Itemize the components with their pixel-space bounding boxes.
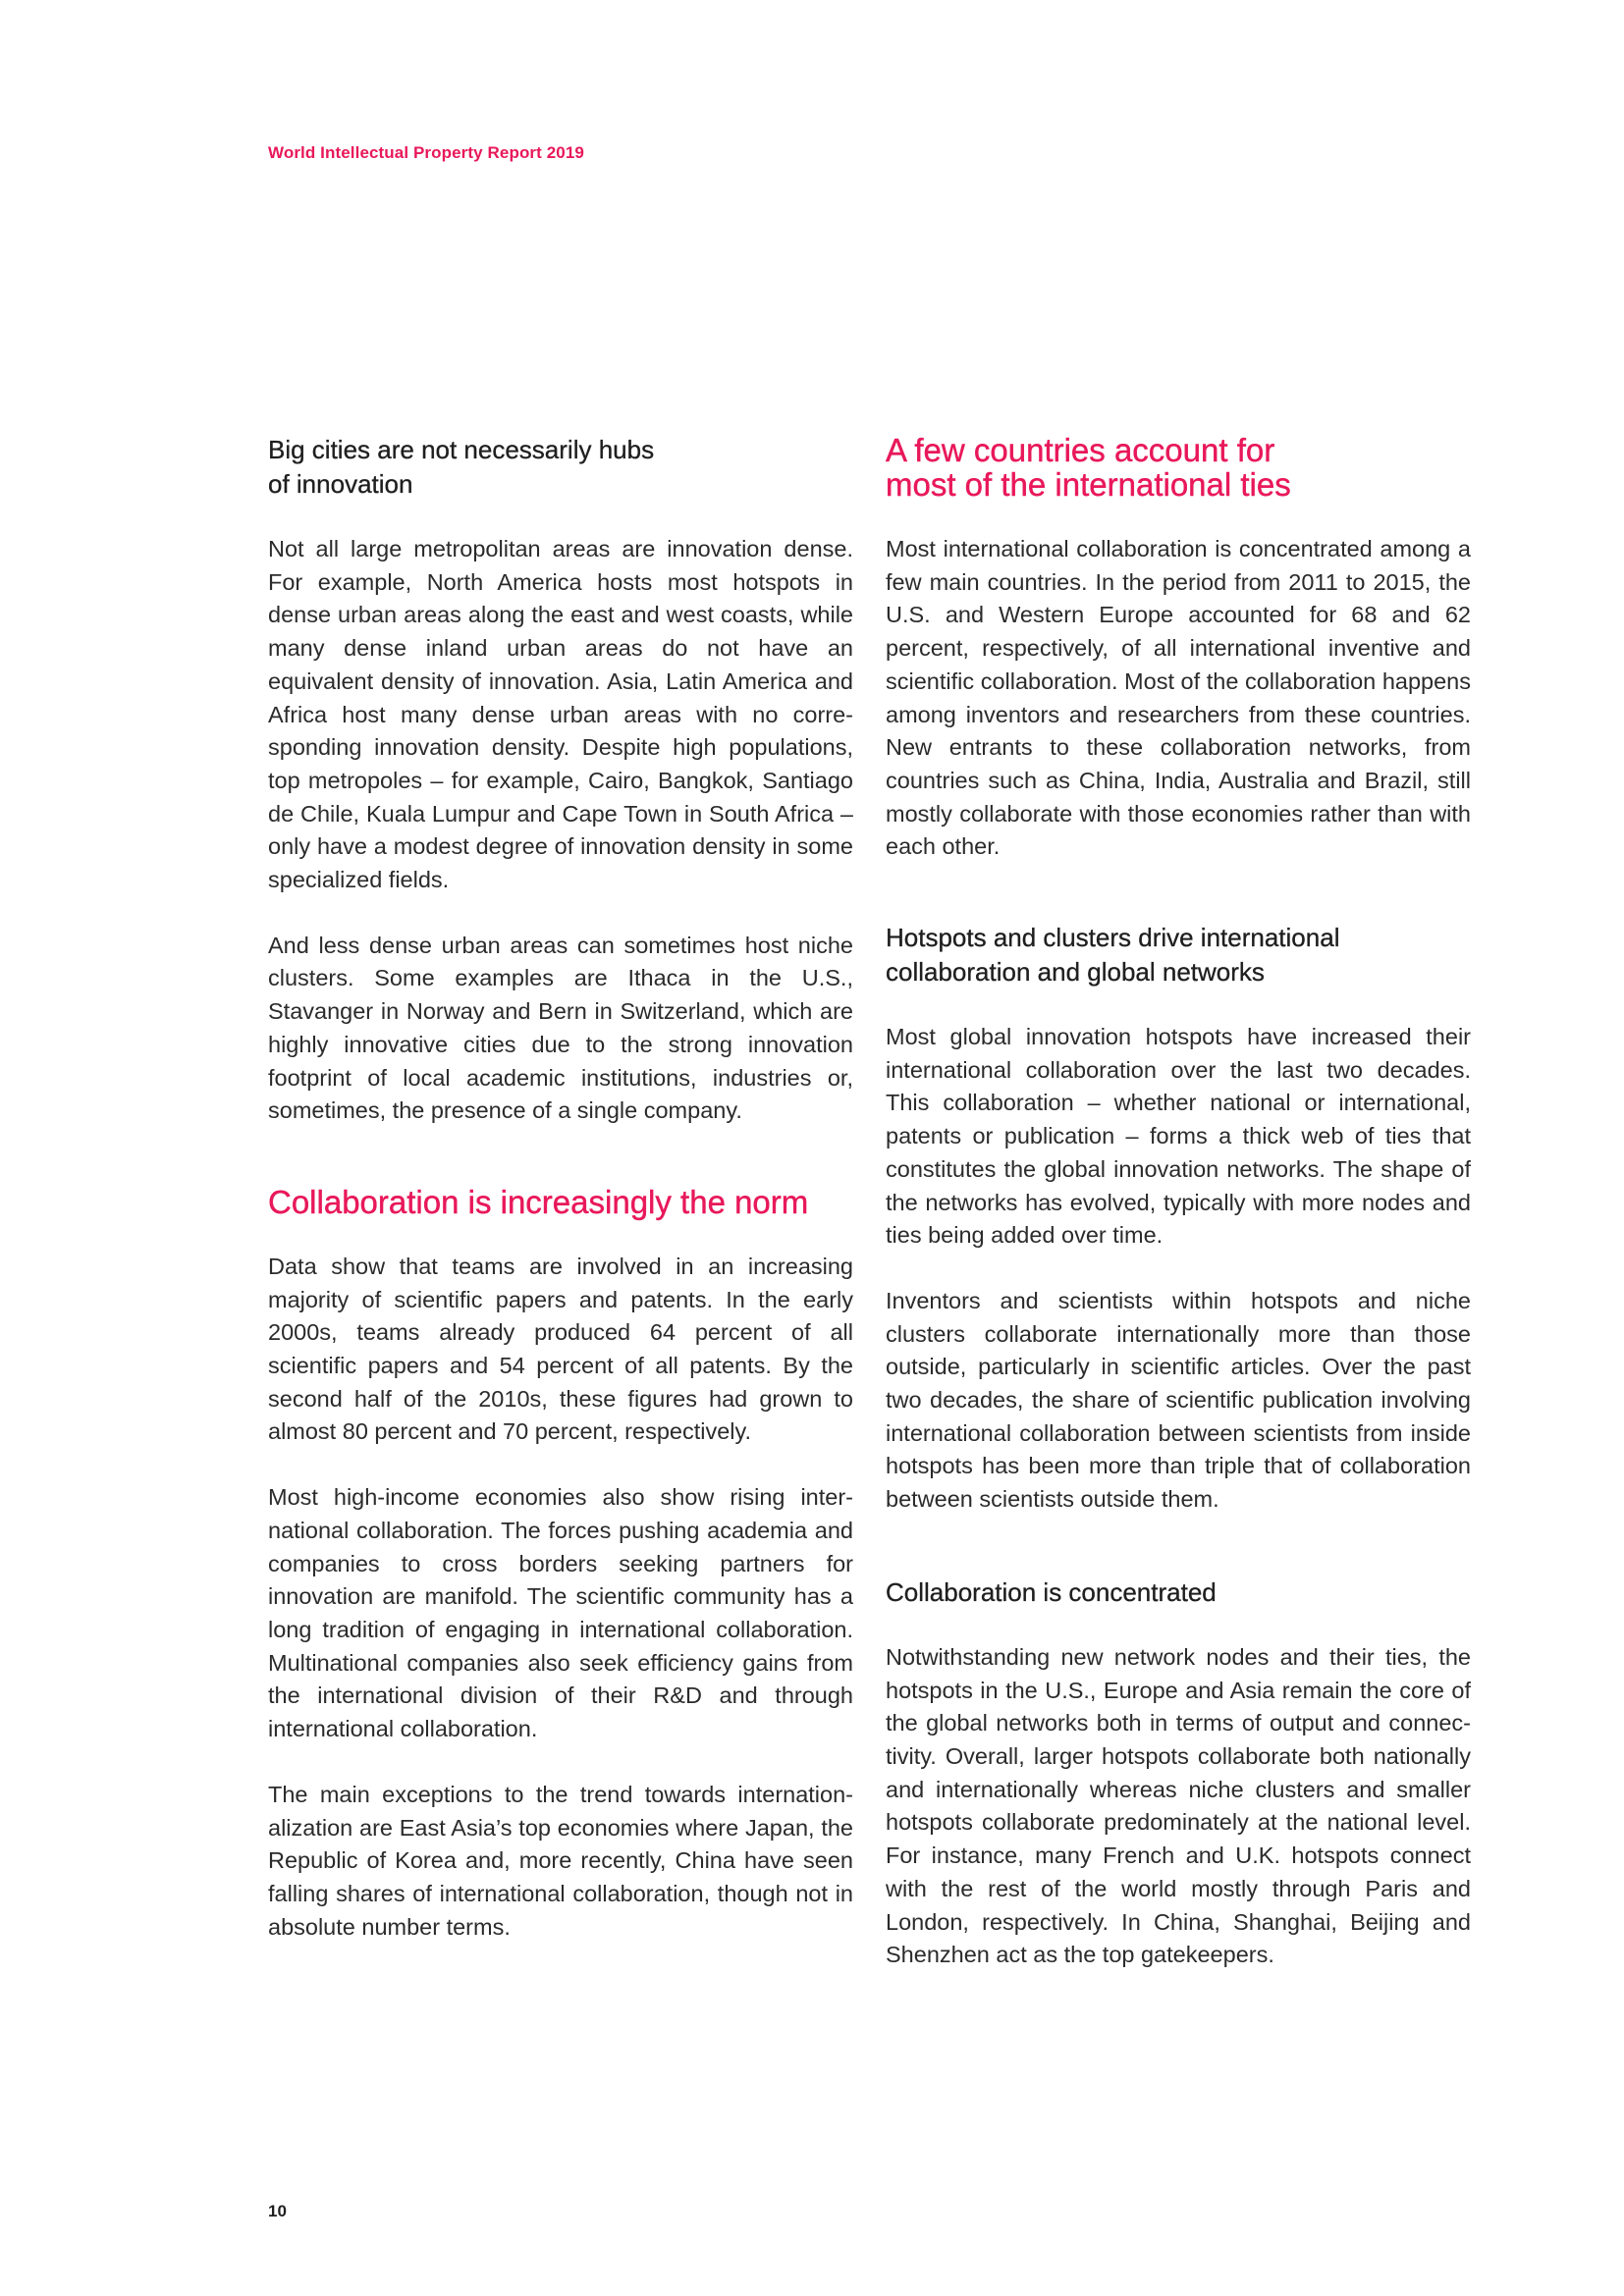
paragraph: Most global innovation hotspots have increased their international collaboration over the last two decades. This collaboration – whether national or international, patents or publication – forms a thick web of ties that constitutes the global innovation networks. The shape of the networks has evolved, typically with more nodes and ties being added over time.	[886, 1024, 1471, 1249]
paragraph: The main exceptions to the trend towards internationalization are East Asia’s top economies where Japan, the Republic of Korea and, more recently, China have seen falling shares of international collaboration, though not in absolute number terms.	[268, 1781, 853, 1940]
section-heading-hotspots-clusters: Hotspots and clusters drive international collaboration and global networks	[886, 923, 1340, 988]
section-heading-big-cities: Big cities are not necessarily hubs of innovation	[268, 435, 655, 499]
page-number: 10	[268, 2202, 287, 2220]
paragraph: Not all large metropolitan areas are innovation dense. For example, North America hosts most hotspots in dense urban areas along the east and west coasts, while many dense inland urban areas do not have an equivalent density of innovation. Asia, Latin America and Africa host many dense urban areas with no corresponding innovation density. Despite high populations, top metropoles – for example, Cairo, Bangkok, Santiago de Chile, Kuala Lumpur and Cape Town in South Africa – only have a modest degree of innovation density in some specialized fields.	[268, 536, 853, 893]
running-header: World Intellectual Property Report 2019	[268, 143, 584, 162]
section-heading-collaboration-norm: Collaboration is increasingly the norm	[268, 1183, 809, 1220]
paragraph: And less dense urban areas can sometimes host niche clusters. Some examples are Ithaca in the U.S., Stavanger in Norway and Bern in Switzerland, which are highly innovative cities due to the strong innovation footprint of local academic institutions, industries or, sometimes, the presence of a single company.	[268, 932, 853, 1124]
section-heading-few-countries: A few countries account for most of the international ties	[886, 432, 1291, 503]
paragraph: Inventors and scientists within hotspots and niche clusters collaborate internationally more than those outside, particularly in scientific articles. Over the past two decades, the share of scientific publication involving international collaboration between scientists from inside hotspots has been more than triple that of collaboration between scientists outside them.	[886, 1287, 1471, 1513]
section-heading-collaboration-concentrated: Collaboration is concentrated	[886, 1576, 1217, 1607]
paragraph: Notwithstanding new network nodes and their ties, the hotspots in the U.S., Europe and Asia remain the core of the global networks both in terms of output and connectivity. Overall, larger hotspots collaborate both nationally and internationally whereas niche clusters and smaller hotspots collaborate predominately at the national level. For instance, many French and U.K. hotspots connect with the rest of the world mostly through Paris and London, respectively. In China, Shanghai, Beijing and Shenzhen act as the top gatekeepers.	[886, 1643, 1471, 1968]
right-column	[886, 433, 1471, 2004]
paragraph: Most high-income economies also show rising international collaboration. The forces pushing academia and companies to cross borders seeking partners for innovation are manifold. The scientific community has a long tradition of engaging in international collaboration. Multinational companies also seek efficiency gains from the international division of their R&D and through international collaboration.	[268, 1484, 853, 1742]
paragraph: Most international collaboration is concentrated among a few main countries. In the period from 2011 to 2015, the U.S. and Western Europe accounted for 68 and 62 percent, respectively, of all international inventive and scientific collaboration. Most of the collaboration happens among inventors and researchers from these countries. New entrants to these collaboration networks, from countries such as China, India, Australia and Brazil, still mostly collaborate with those economies rather than with each other.	[886, 536, 1471, 860]
paragraph: Data show that teams are involved in an increasing majority of scientific papers and patents. In the early 2000s, teams already produced 64 percent of all scientific papers and 54 percent of all patents. By the second half of the 2010s, these figures had grown to almost 80 percent and 70 percent, respectively.	[268, 1253, 853, 1445]
left-column	[268, 433, 853, 1976]
